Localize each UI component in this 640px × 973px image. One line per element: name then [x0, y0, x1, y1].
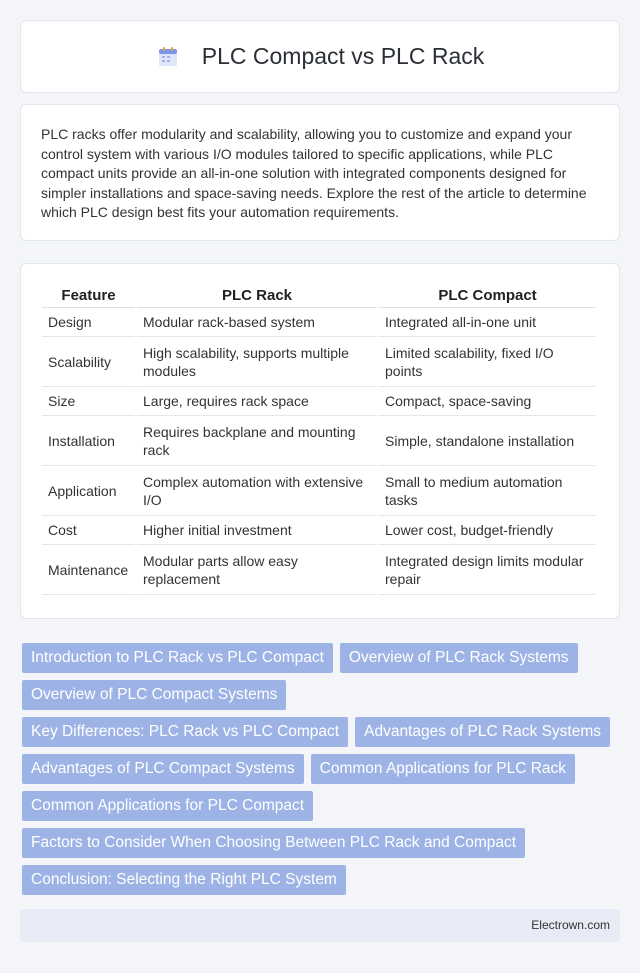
intro-paragraph: PLC racks offer modularity and scalability, allowing you to customize and expand your control system with various I/O modules tailored to specific applications, while PLC compact units provide an all-in-one solution with integrated components designed for simpler installations and space-saving needs. Explore the rest of the article to determine which PLC design best fits your automation requirements.	[41, 126, 587, 220]
row-plc-compact: Compact, space-saving	[379, 387, 596, 416]
tag-link[interactable]: Conclusion: Selecting the Right PLC System	[22, 865, 346, 895]
tag-link[interactable]: Advantages of PLC Rack Systems	[355, 717, 610, 747]
comparison-table	[40, 286, 598, 595]
table-row	[42, 416, 596, 466]
row-plc-rack: High scalability, supports multiple modules	[137, 337, 377, 387]
tag-link[interactable]: Overview of PLC Rack Systems	[340, 643, 578, 673]
table-row	[42, 516, 596, 545]
table-row	[42, 466, 596, 516]
row-feature: Maintenance	[42, 545, 135, 595]
tag-link[interactable]: Common Applications for PLC Compact	[22, 791, 313, 821]
row-plc-compact: Simple, standalone installation	[379, 416, 596, 466]
footer-site-name: Electrown.com	[531, 918, 610, 932]
table-row	[42, 387, 596, 416]
row-feature: Cost	[42, 516, 135, 545]
row-feature: Installation	[42, 416, 135, 466]
intro-card	[20, 104, 620, 241]
row-plc-rack: Modular parts allow easy replacement	[137, 545, 377, 595]
comparison-table-card	[20, 263, 620, 619]
table-header-row	[42, 286, 596, 308]
tag-link[interactable]: Advantages of PLC Compact Systems	[22, 754, 304, 784]
row-plc-compact: Small to medium automation tasks	[379, 466, 596, 516]
topic-tags	[22, 643, 622, 902]
row-plc-rack: Modular rack-based system	[137, 308, 377, 337]
row-plc-rack: Requires backplane and mounting rack	[137, 416, 377, 466]
header-plc-compact: PLC Compact	[379, 286, 596, 308]
header-feature: Feature	[42, 286, 135, 308]
row-feature: Scalability	[42, 337, 135, 387]
row-plc-rack: Large, requires rack space	[137, 387, 377, 416]
row-plc-rack: Higher initial investment	[137, 516, 377, 545]
tag-link[interactable]: Overview of PLC Compact Systems	[22, 680, 286, 710]
row-plc-compact: Integrated design limits modular repair	[379, 545, 596, 595]
tag-link[interactable]: Common Applications for PLC Rack	[311, 754, 575, 784]
table-row	[42, 308, 596, 337]
row-feature: Application	[42, 466, 135, 516]
row-plc-rack: Complex automation with extensive I/O	[137, 466, 377, 516]
footer	[20, 909, 620, 942]
tag-link[interactable]: Key Differences: PLC Rack vs PLC Compact	[22, 717, 348, 747]
row-plc-compact: Integrated all-in-one unit	[379, 308, 596, 337]
tag-link[interactable]: Factors to Consider When Choosing Between PLC Rack and Compact	[22, 828, 525, 858]
tag-link[interactable]: Introduction to PLC Rack vs PLC Compact	[22, 643, 333, 673]
table-row	[42, 337, 596, 387]
title-card	[20, 20, 620, 93]
row-feature: Size	[42, 387, 135, 416]
calendar-icon	[156, 45, 180, 69]
table-row	[42, 545, 596, 595]
row-plc-compact: Limited scalability, fixed I/O points	[379, 337, 596, 387]
page-title: PLC Compact vs PLC Rack	[201, 43, 485, 69]
row-plc-compact: Lower cost, budget-friendly	[379, 516, 596, 545]
header-plc-rack: PLC Rack	[137, 286, 377, 308]
row-feature: Design	[42, 308, 135, 337]
